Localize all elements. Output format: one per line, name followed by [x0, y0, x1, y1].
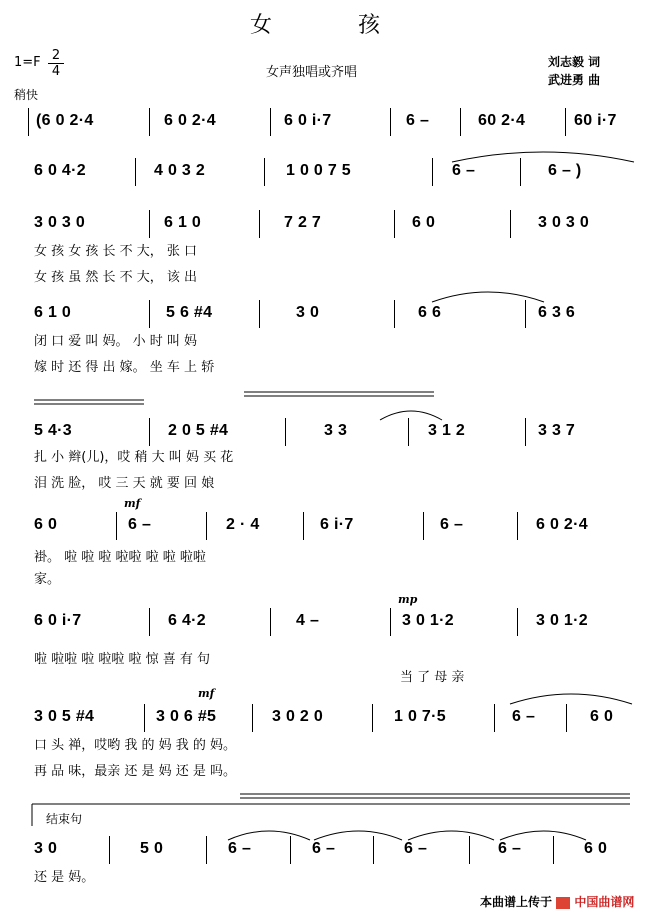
lyricist-credit: 刘志毅 词	[548, 55, 601, 69]
coda-bracket	[30, 790, 650, 830]
measure: 3 0 3 0	[538, 214, 590, 231]
measure: 3 0 5 #4	[34, 708, 95, 725]
tempo-marking: 稍快	[14, 88, 39, 102]
staff-row-4	[28, 300, 658, 328]
footer-upload-text: 本曲谱上传于	[480, 895, 553, 909]
measure: 6 –	[404, 840, 428, 857]
barline	[423, 512, 424, 540]
barline	[303, 512, 304, 540]
measure: 3 0	[34, 840, 58, 857]
barline	[144, 704, 145, 732]
measure: 7 2 7	[284, 214, 322, 231]
measure: 6 3 6	[538, 304, 576, 321]
measure: 3 0 1·2	[536, 612, 588, 629]
dynamic-marking: mf	[124, 497, 141, 510]
dynamic-marking: mf	[198, 687, 215, 700]
time-signature	[48, 48, 64, 79]
coda-label: 结束句	[46, 812, 83, 826]
measure: 6 1 0	[34, 304, 72, 321]
staff-row-3	[28, 210, 658, 238]
measure: 6 0	[34, 516, 58, 533]
slur	[376, 406, 446, 422]
measure: (6 0 2·4	[36, 112, 94, 129]
measure: 60 2·4	[478, 112, 526, 129]
measure: 6 0	[590, 708, 614, 725]
barline	[259, 210, 260, 238]
measure: 3 3	[324, 422, 348, 439]
barline	[116, 512, 117, 540]
barline	[372, 704, 373, 732]
measure: 6 0 i·7	[34, 612, 82, 629]
measure: 5 6 #4	[166, 304, 213, 321]
site-logo-icon	[556, 897, 570, 909]
title-char-2: 孩	[358, 13, 385, 38]
barline	[510, 210, 511, 238]
measure: 2 · 4	[226, 516, 260, 533]
measure: 3 1 2	[428, 422, 466, 439]
measure: 6 0 i·7	[284, 112, 332, 129]
lyrics-verse-1: 啦 啦啦 啦 啦啦 啦 惊 喜 有 句	[34, 652, 211, 667]
tie-chain	[224, 826, 634, 842]
measure: 6 –	[452, 162, 476, 179]
measure: 6 –	[512, 708, 536, 725]
site-name[interactable]: 中国曲谱网	[574, 895, 635, 909]
barline	[109, 836, 110, 864]
barline	[149, 108, 150, 136]
barline	[252, 704, 253, 732]
measure: 1 0 7·5	[394, 708, 446, 725]
score-title	[250, 8, 384, 39]
lyrics-verse-2: 泪 洗 脸， 哎 三 天 就 要 回 娘	[34, 476, 215, 491]
measure: 2 0 5 #4	[168, 422, 229, 439]
slur	[448, 148, 638, 164]
lyrics-verse-2: 家。	[34, 572, 61, 587]
barline	[270, 108, 271, 136]
measure: 5 4·3	[34, 422, 72, 439]
meter-bottom: 4	[51, 64, 61, 79]
lyrics-verse-1: 还 是 妈。	[34, 870, 95, 885]
barline	[135, 158, 136, 186]
measure: 1 0 0 7 5	[286, 162, 351, 179]
measure: 6 0	[584, 840, 608, 857]
measure: 3 0	[296, 304, 320, 321]
barline	[517, 608, 518, 636]
key-signature: 1=F	[14, 55, 41, 70]
barline	[408, 418, 409, 446]
lyrics-verse-2: 女 孩 虽 然 长 不 大， 该 出	[34, 270, 198, 285]
barline	[390, 108, 391, 136]
barline	[565, 108, 566, 136]
barline	[270, 608, 271, 636]
measure: 6 1 0	[164, 214, 202, 231]
measure: 3 0 1·2	[402, 612, 454, 629]
measure: 6 0 2·4	[536, 516, 588, 533]
measure: 6 – )	[548, 162, 582, 179]
measure: 6 –	[498, 840, 522, 857]
staff-row-1	[28, 108, 658, 136]
barline	[149, 300, 150, 328]
barline	[149, 210, 150, 238]
staff-row-5	[28, 418, 658, 446]
staff-row-9	[28, 836, 658, 864]
measure: 3 0 2 0	[272, 708, 324, 725]
barline	[525, 418, 526, 446]
lyrics-verse-2: 再 品 味，最亲 还 是 妈 还 是 吗。	[34, 764, 237, 779]
performance-note: 女声独唱或齐唱	[266, 65, 358, 80]
measure: 6 4·2	[168, 612, 206, 629]
measure: 6 0	[412, 214, 436, 231]
staff-row-7	[28, 608, 658, 636]
barline	[285, 418, 286, 446]
measure: 4 0 3 2	[154, 162, 206, 179]
barline	[28, 108, 29, 136]
barline	[390, 608, 391, 636]
measure: 6 –	[128, 516, 152, 533]
measure: 3 3 7	[538, 422, 576, 439]
staff-row-6	[28, 512, 658, 540]
dynamic-marking: mp	[398, 593, 418, 606]
barline	[394, 300, 395, 328]
barline	[264, 158, 265, 186]
barline	[206, 836, 207, 864]
barline	[525, 300, 526, 328]
lyrics-verse-1: 闭 口 爱 叫 妈。 小 时 叫 妈	[34, 334, 198, 349]
barline	[432, 158, 433, 186]
title-char-1: 女	[250, 13, 277, 38]
barline	[460, 108, 461, 136]
composer-credit: 武进勇 曲	[548, 73, 601, 87]
lyrics-verse-1: 扎 小 辫(儿)，哎 稍 大 叫 妈 买 花	[34, 450, 234, 465]
lyrics-verse-1: 褂。 啦 啦 啦 啦啦 啦 啦 啦啦	[34, 550, 206, 565]
meter-top: 2	[48, 48, 64, 64]
barline	[494, 704, 495, 732]
measure: 3 0 6 #5	[156, 708, 217, 725]
measure: 4 –	[296, 612, 320, 629]
measure: 6 i·7	[320, 516, 354, 533]
measure: 6 –	[406, 112, 430, 129]
measure: 5 0	[140, 840, 164, 857]
measure: 6 –	[440, 516, 464, 533]
measure: 6 6	[418, 304, 442, 321]
measure: 3 0 3 0	[34, 214, 86, 231]
measure: 6 –	[228, 840, 252, 857]
barline	[566, 704, 567, 732]
slur	[428, 288, 548, 304]
staff-row-2	[28, 158, 658, 186]
staff-row-8	[28, 704, 658, 732]
footer-upload	[480, 893, 634, 910]
barline	[206, 512, 207, 540]
lyrics-verse-1: 口 头 禅，哎哟 我 的 妈 我 的 妈。	[34, 738, 237, 753]
slur	[506, 690, 636, 706]
measure: 6 0 2·4	[164, 112, 216, 129]
barline	[517, 512, 518, 540]
measure: 60 i·7	[574, 112, 617, 129]
lyrics-verse-2: 当 了 母 亲	[400, 670, 465, 685]
lyrics-verse-2: 嫁 时 还 得 出 嫁。 坐 车 上 轿	[34, 360, 215, 375]
barline	[149, 418, 150, 446]
measure: 6 0 4·2	[34, 162, 86, 179]
barline	[259, 300, 260, 328]
measure: 6 –	[312, 840, 336, 857]
barline	[149, 608, 150, 636]
barline	[394, 210, 395, 238]
lyrics-verse-1: 女 孩 女 孩 长 不 大， 张 口	[34, 244, 198, 259]
